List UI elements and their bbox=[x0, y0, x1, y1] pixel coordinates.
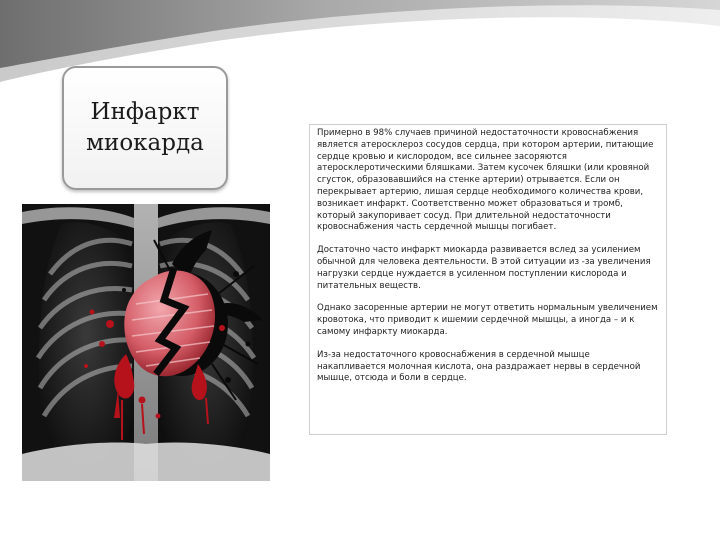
title-box bbox=[62, 66, 228, 190]
paragraph-3: Однако засоренные артерии не могут ответить нормальным увеличением кровотока, что приводит к ишемии сердечной мышцы, а иногда – и к самому инфаркту миокарда. bbox=[317, 303, 658, 337]
chest-xray-heart-image bbox=[22, 204, 270, 481]
paragraph-4: Из-за недостаточного кровоснабжения в сердечной мышце накапливается молочная кислота, она раздражает нервы в сердечной мышце, отсюда и боли в сердце. bbox=[317, 349, 641, 384]
paragraph-2: Достаточно часто инфаркт миокарда развивается вслед за усилением обычной для человека деятельности. В этой ситуации из -за увеличения нагрузки сердце нуждается в усиленном поступлении кислорода и питательных веществ. bbox=[317, 245, 651, 291]
slide-title: Инфаркт миокарда bbox=[86, 99, 204, 156]
description-text-box bbox=[309, 124, 667, 435]
paragraph-1: Примерно в 98% случаев причиной недостаточности кровоснабжения является атеросклероз сосудов сердца, при котором артерии, питающие сердце кровью и кислородом, все сильнее засоряются атеросклеротическими бляшками. Затем кусочек бляшки (или кровяной сгусток, образовавшийся на стенке артерии) отрывается. Если он перекрывает артерию, лишая сердце необходимого количества крови, возникает инфаркт. Соответственно может образоваться и тромб, который закупоривает сосуд. При длительной недостаточности кровоснабжения часть сердечной мышцы погибает. bbox=[317, 128, 654, 233]
